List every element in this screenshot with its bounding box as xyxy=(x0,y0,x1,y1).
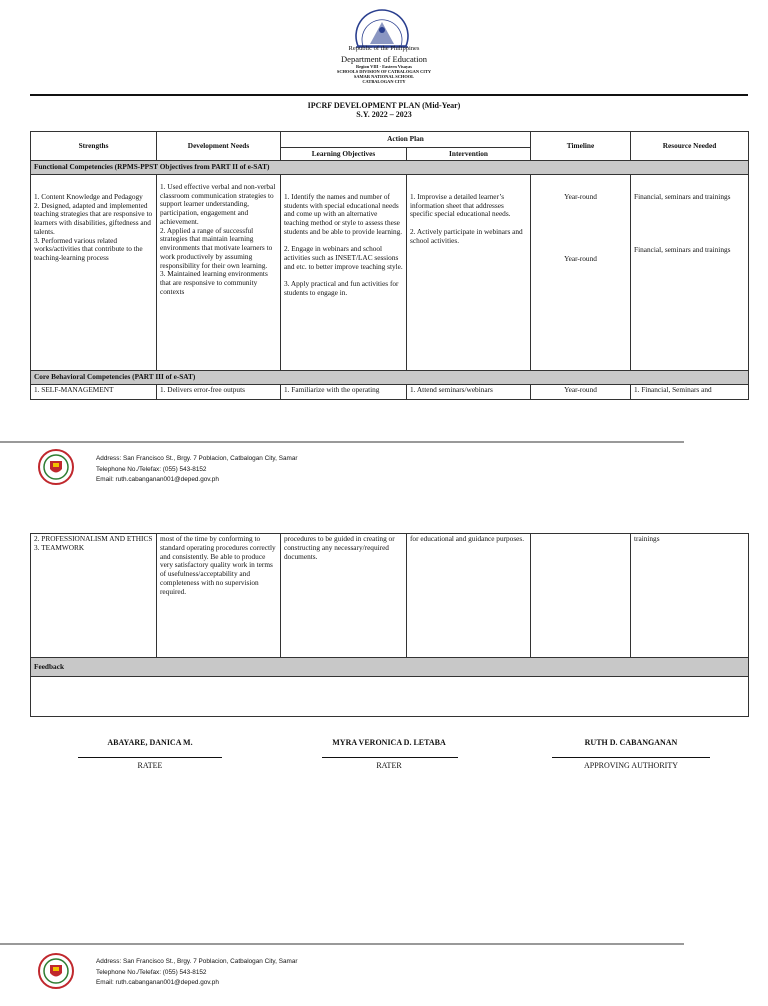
city-line: CATBALOGAN CITY xyxy=(362,79,406,84)
table-row xyxy=(31,534,749,658)
footer-email[interactable]: Email: ruth.cabanganan001@deped.gov.ph xyxy=(96,979,219,986)
header-timeline: Timeline xyxy=(531,132,631,161)
header-development-needs: Development Needs xyxy=(157,132,281,161)
ratee-signature-line xyxy=(78,757,222,758)
feedback-content[interactable] xyxy=(31,677,749,717)
approving-authority-name: RUTH D. CABANGANAN xyxy=(584,738,678,747)
row1-development-needs: 1. Used effective verbal and non-verbal classroom communication strategies to support learner understanding, participation, engagement and achievement. 2. Applied a range of successful strategies that maintain learning environments that motivate learners to work productively by assuming responsibility for their own learning. 3. Maintained learning environments that are responsive to community contexts xyxy=(157,174,281,370)
footer-address: Address: San Francisco St., Brgy. 7 Poblacion, Catbalogan City, Samar xyxy=(96,958,298,965)
department-line: Department of Education xyxy=(341,54,427,64)
school-year: S.Y. 2022 – 2023 xyxy=(356,110,412,119)
row2-objectives-bottom: procedures to be guided in creating or constructing any necessary/required documents. xyxy=(281,534,407,658)
row2-objectives-top: 1. Familiarize with the operating xyxy=(281,384,407,399)
section-functional xyxy=(31,161,749,175)
school-logo-icon xyxy=(38,449,74,485)
ratee-role: RATEE xyxy=(137,761,163,770)
row2-strengths-top: 1. SELF-MANAGEMENT xyxy=(31,384,157,399)
row1-timeline-2: Year-round xyxy=(564,253,597,263)
footer-rule xyxy=(0,943,684,945)
rater-name: MYRA VERONICA D. LETABA xyxy=(332,738,446,747)
ratee-name: ABAYARE, DANICA M. xyxy=(107,738,193,747)
section-core-behavioral xyxy=(31,370,749,384)
development-plan-table-continued xyxy=(30,533,749,717)
footer-contact xyxy=(96,454,298,486)
row1-resource xyxy=(631,174,749,370)
section-feedback xyxy=(31,658,749,677)
section-functional-label: Functional Competencies (RPMS-PPST Objectives from PART II of e-SAT) xyxy=(31,161,749,175)
footer-address: Address: San Francisco St., Brgy. 7 Poblacion, Catbalogan City, Samar xyxy=(96,455,298,462)
division-line: SCHOOLS DIVISION OF CATBALOGAN CITY xyxy=(336,69,432,74)
footer-telephone: Telephone No./Telefax: (055) 543-8152 xyxy=(96,465,207,473)
rater-signature-line xyxy=(322,757,458,758)
section-core-behavioral-label: Core Behavioral Competencies (PART III of e-SAT) xyxy=(31,370,749,384)
development-plan-table xyxy=(30,131,749,400)
table-row xyxy=(31,174,749,370)
feedback-label: Feedback xyxy=(31,658,749,677)
row1-resource-1: Financial, seminars and trainings xyxy=(634,191,731,201)
feedback-area xyxy=(31,677,749,717)
row1-learning-objectives: 1. Identify the names and number of students with special educational needs and come up with an alternative teaching method or style to assess these students and be able to provide learning. 2. Engage in webinars and school activities such as INSET/LAC sessions and etc. to better improve teaching style. 3. Apply practical and fun activities for students to engage in. xyxy=(281,174,407,370)
footer-telephone: Telephone No./Telefax: (055) 543-8152 xyxy=(96,968,207,976)
school-line: SAMAR NATIONAL SCHOOL xyxy=(353,74,415,79)
header-resource-needed: Resource Needed xyxy=(631,132,749,161)
footer-email[interactable]: Email: ruth.cabanganan001@deped.gov.ph xyxy=(96,476,219,483)
row2-resource-bottom: trainings xyxy=(631,534,749,658)
footer-contact xyxy=(96,957,298,989)
header-rule xyxy=(30,94,748,96)
header-strengths: Strengths xyxy=(31,132,157,161)
approving-authority-role: APPROVING AUTHORITY xyxy=(583,761,678,770)
row1-strengths: 1. Content Knowledge and Pedagogy 2. Designed, adapted and implemented teaching strategies that are responsive to learners with disabilities, giftedness and talents. 3. Performed various related works/activities that contribute to the teaching-learning process xyxy=(31,174,157,370)
row2-strengths-bottom: 2. PROFESSIONALISM AND ETHICS 3. TEAMWORK xyxy=(31,534,157,658)
row1-intervention: 1. Improvise a detailed learner’s information sheet that addresses specific special educational needs. 2. Actively participate in webinars and school activities. xyxy=(407,174,531,370)
approving-authority-signature-line xyxy=(552,757,710,758)
table-row xyxy=(31,384,749,399)
row2-timeline-bottom xyxy=(531,534,631,658)
footer-rule xyxy=(0,441,684,443)
row1-timeline xyxy=(531,174,631,370)
republic-line: Republic of the Philippines xyxy=(348,45,420,52)
header-learning-objectives: Learning Objectives xyxy=(281,148,407,161)
row2-needs-top: 1. Delivers error-free outputs xyxy=(157,384,281,399)
rater-role: RATER xyxy=(376,761,402,770)
row2-resource-top: 1. Financial, Seminars and xyxy=(631,384,749,399)
row1-timeline-1: Year-round xyxy=(564,191,597,201)
region-line: Region VIII - Eastern Visayas xyxy=(355,64,413,69)
header-intervention: Intervention xyxy=(407,148,531,161)
row1-resource-2: Financial, seminars and trainings xyxy=(634,244,731,254)
deped-seal-icon xyxy=(352,4,412,48)
plan-title: IPCRF DEVELOPMENT PLAN (Mid-Year) xyxy=(307,101,461,110)
row2-intervention-bottom: for educational and guidance purposes. xyxy=(407,534,531,658)
row2-timeline-top: Year-round xyxy=(531,384,631,399)
header-action-plan: Action Plan xyxy=(281,132,531,148)
school-logo-icon xyxy=(38,953,74,989)
row2-intervention-top: 1. Attend seminars/webinars xyxy=(407,384,531,399)
row2-needs-bottom: most of the time by conforming to standard operating procedures correctly and consistently. Be able to produce very satisfactory quality work in terms of usefulness/acceptability and completeness with no supervision required. xyxy=(157,534,281,658)
